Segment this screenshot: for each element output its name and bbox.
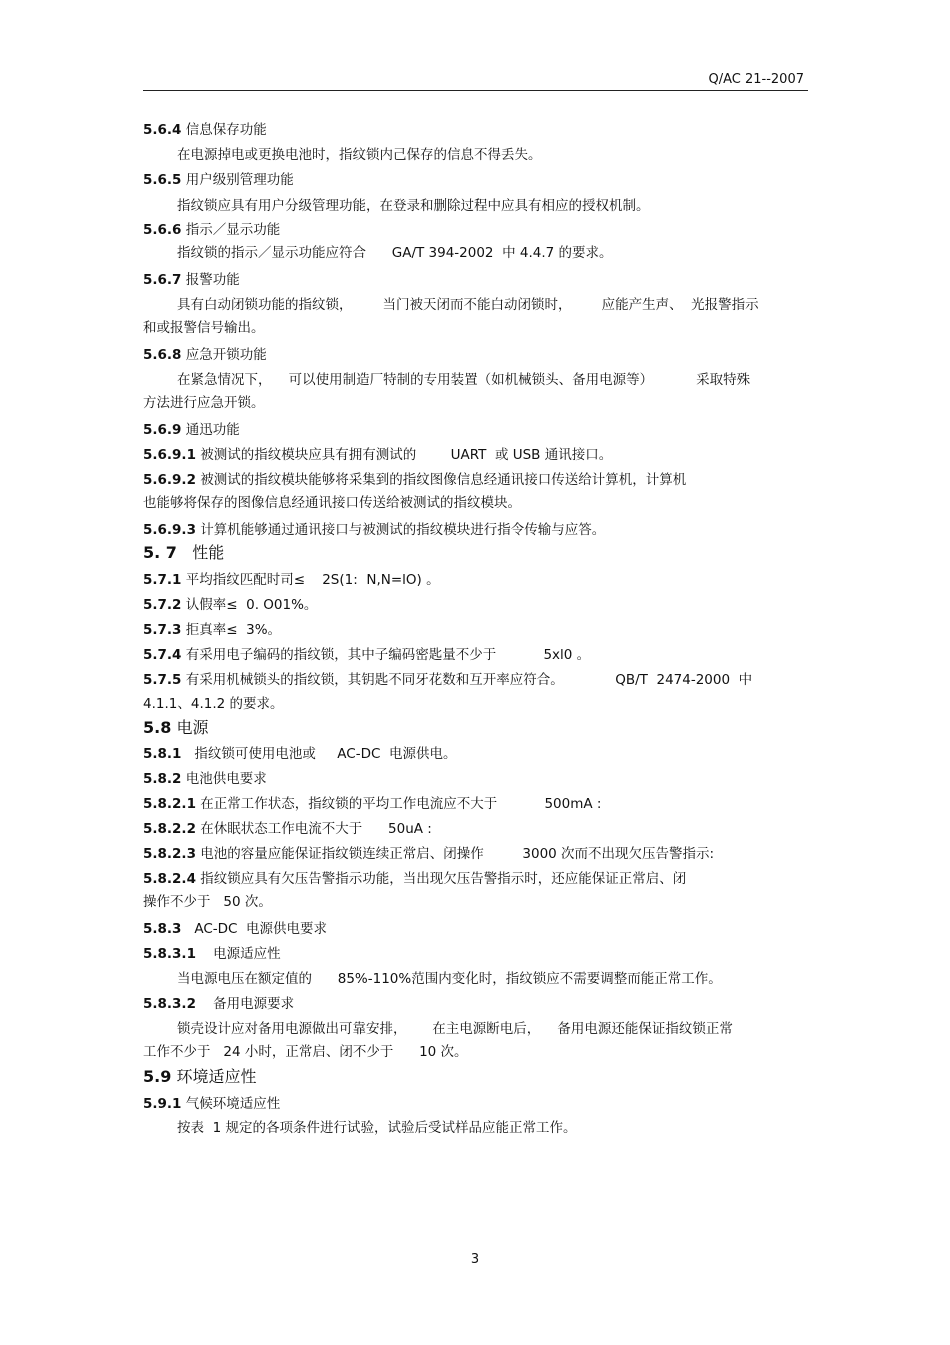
clause-text: 认假率≤ 0. O01%。 <box>185 597 318 613</box>
clause-text: 有采用电子编码的指纹锁，其中子编码密匙量不少于 5xl0 。 <box>185 647 591 663</box>
clause-number: 5.8.3.1 <box>143 946 196 962</box>
clause-text: 和或报警信号输出。 <box>143 320 265 336</box>
text-line <box>177 370 750 390</box>
clause-text: 电源适应性 <box>200 946 281 962</box>
clause-line <box>143 844 714 864</box>
clause-line <box>143 919 327 939</box>
clause-number: 5.6.9.1 <box>143 447 196 463</box>
clause-text: 4.1.1、4.1.2 的要求。 <box>143 696 284 712</box>
clause-line <box>143 270 240 290</box>
clause-number: 5.8.2 <box>143 771 182 787</box>
clause-number: 5.6.6 <box>143 222 182 238</box>
document-code: Q/AC 21--2007 <box>708 72 804 87</box>
clause-line <box>143 120 267 140</box>
clause-line <box>143 170 294 190</box>
text-line <box>177 295 759 315</box>
clause-line <box>143 994 294 1014</box>
text-line <box>177 1019 733 1039</box>
clause-text: 应急开锁功能 <box>185 347 267 363</box>
clause-text: 气候环境适应性 <box>185 1096 281 1112</box>
clause-number: 5.6.8 <box>143 347 182 363</box>
text-line <box>177 196 650 216</box>
clause-number: 5.9.1 <box>143 1096 182 1112</box>
clause-line <box>143 718 208 738</box>
clause-number: 5.7.3 <box>143 622 182 638</box>
clause-number: 5.7.5 <box>143 672 182 688</box>
clause-text: 拒真率≤ 3%。 <box>185 622 282 638</box>
clause-number: 5.8.2.3 <box>143 846 196 862</box>
text-line <box>143 892 272 912</box>
clause-line <box>143 645 590 665</box>
clause-number: 5.6.9 <box>143 422 182 438</box>
clause-line <box>143 420 240 440</box>
clause-text: 在紧急情况下， 可以使用制造厂特制的专用装置（如机械锁头、备用电源等） 采取特殊 <box>177 372 751 388</box>
clause-number: 5.8 <box>143 718 172 737</box>
clause-number: 5.6.9.2 <box>143 472 196 488</box>
clause-line <box>143 520 605 540</box>
clause-line <box>143 543 224 563</box>
clause-text: 平均指纹匹配时司≤ 2S(1: N,N=lO) 。 <box>185 572 440 588</box>
clause-text: 电池供电要求 <box>185 771 267 787</box>
clause-line <box>143 744 456 764</box>
clause-line <box>143 769 267 789</box>
clause-number: 5.6.4 <box>143 122 182 138</box>
clause-text: 当电源电压在额定值的 85%-110%范围内变化时，指纹锁应不需要调整而能正常工作。 <box>177 971 722 987</box>
text-line <box>177 969 722 989</box>
clause-number: 5.7.4 <box>143 647 182 663</box>
clause-line <box>143 470 686 490</box>
clause-text: 环境适应性 <box>176 1067 257 1086</box>
clause-text: 指纹锁应具有用户分级管理功能，在登录和删除过程中应具有相应的授权机制。 <box>177 198 650 214</box>
clause-text: 电池的容量应能保证指纹锁连续正常启、闭操作 3000 次而不出现欠压告警指示: <box>200 846 715 862</box>
clause-text: 指纹锁的指示／显示功能应符合 GA/T 394-2002 中 4.4.7 的要求。 <box>177 245 613 261</box>
clause-number: 5.8.2.2 <box>143 821 196 837</box>
clause-text: 方法进行应急开锁。 <box>143 395 265 411</box>
clause-line <box>143 620 281 640</box>
clause-line <box>143 595 317 615</box>
clause-text: 工作不少于 24 小时，正常启、闭不少于 10 次。 <box>143 1044 468 1060</box>
text-line <box>177 145 542 165</box>
clause-text: 被测试的指纹模块应具有拥有测试的 UART 或 USB 通讯接口。 <box>200 447 613 463</box>
text-line <box>177 1118 576 1138</box>
clause-text: 在休眠状态工作电流不大于 50uA : <box>200 821 432 837</box>
text-line <box>143 1042 468 1062</box>
clause-text: 备用电源要求 <box>200 996 295 1012</box>
clause-number: 5. 7 <box>143 543 177 562</box>
clause-number: 5.6.7 <box>143 272 182 288</box>
clause-text: 有采用机械锁头的指纹锁，其钥匙不同牙花数和互开率应符合。 QB/T 2474-2000 中 <box>185 672 753 688</box>
header-rule <box>143 90 808 91</box>
page-number: 3 <box>470 1252 480 1267</box>
clause-text: 按表 1 规定的各项条件进行试验，试验后受试样品应能正常工作。 <box>177 1120 577 1136</box>
clause-text: 信息保存功能 <box>185 122 267 138</box>
clause-number: 5.6.9.3 <box>143 522 196 538</box>
clause-line <box>143 345 267 365</box>
clause-text: 性能 <box>182 543 225 562</box>
clause-text: 指纹锁应具有欠压告警指示功能，当出现欠压告警指示时，还应能保证正常启、闭 <box>200 871 687 887</box>
clause-line <box>143 819 432 839</box>
clause-line <box>143 220 280 240</box>
clause-line <box>143 869 686 889</box>
clause-number: 5.7.2 <box>143 597 182 613</box>
clause-line <box>143 445 612 465</box>
clause-text: 被测试的指纹模块能够将采集到的指纹图像信息经通讯接口传送给计算机，计算机 <box>200 472 687 488</box>
clause-text: 在正常工作状态，指纹锁的平均工作电流应不大于 500mA : <box>200 796 602 812</box>
clause-text: 锁壳设计应对备用电源做出可靠安排， 在主电源断电后， 备用电源还能保证指纹锁正常 <box>177 1021 733 1037</box>
text-line <box>177 243 613 263</box>
clause-number: 5.8.1 <box>143 746 182 762</box>
clause-text: 通迅功能 <box>185 422 240 438</box>
clause-text: 也能够将保存的图像信息经通讯接口传送给被测试的指纹模块。 <box>143 495 521 511</box>
text-line <box>143 318 265 338</box>
clause-line <box>143 944 281 964</box>
clause-text: 操作不少于 50 次。 <box>143 894 272 910</box>
clause-line <box>143 794 601 814</box>
clause-text: 指纹锁可使用电池或 AC-DC 电源供电。 <box>185 746 457 762</box>
clause-line <box>143 1067 256 1087</box>
clause-text: 具有白动闭锁功能的指纹锁， 当门被天闭而不能白动闭锁时， 应能产生声、 光报警指示 <box>177 297 759 313</box>
clause-line <box>143 1094 280 1114</box>
clause-number: 5.8.3.2 <box>143 996 196 1012</box>
clause-number: 5.9 <box>143 1067 172 1086</box>
clause-text: 在电源掉电或更换电池时，指纹锁内己保存的信息不得丢失。 <box>177 147 542 163</box>
clause-number: 5.7.1 <box>143 572 182 588</box>
clause-line <box>143 670 752 690</box>
text-line <box>143 694 284 714</box>
clause-text: 计算机能够通过通讯接口与被测试的指纹模块进行指令传输与应答。 <box>200 522 606 538</box>
clause-text: 用户级别管理功能 <box>185 172 294 188</box>
text-line <box>143 493 521 513</box>
clause-line <box>143 570 440 590</box>
clause-number: 5.8.3 <box>143 921 182 937</box>
clause-number: 5.8.2.4 <box>143 871 196 887</box>
clause-text: AC-DC 电源供电要求 <box>185 921 328 937</box>
clause-number: 5.8.2.1 <box>143 796 196 812</box>
clause-number: 5.6.5 <box>143 172 182 188</box>
text-line <box>143 393 265 413</box>
clause-text: 电源 <box>176 718 209 737</box>
clause-text: 指示／显示功能 <box>185 222 281 238</box>
clause-text: 报警功能 <box>185 272 240 288</box>
